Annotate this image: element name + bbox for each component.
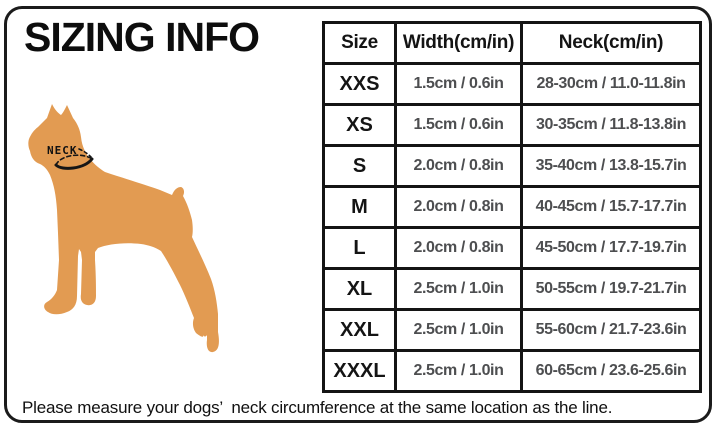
width-cell: 2.5cm / 1.0in: [396, 269, 522, 310]
size-cell: M: [324, 187, 396, 228]
neck-cell: 50-55cm / 19.7-21.7in: [522, 269, 701, 310]
neck-cell: 55-60cm / 21.7-23.6in: [522, 310, 701, 351]
table-header-row: [324, 23, 701, 64]
dog-neck-diagram: [26, 98, 226, 358]
size-cell: XL: [324, 269, 396, 310]
col-header-neck: Neck(cm/in): [522, 23, 701, 64]
neck-cell: 28-30cm / 11.0-11.8in: [522, 64, 701, 105]
size-cell: XS: [324, 105, 396, 146]
table-row: [324, 310, 701, 351]
dog-silhouette: [28, 104, 219, 352]
width-cell: 1.5cm / 0.6in: [396, 105, 522, 146]
size-cell: L: [324, 228, 396, 269]
col-header-size: Size: [324, 23, 396, 64]
col-header-width: Width(cm/in): [396, 23, 522, 64]
table-row: [324, 228, 701, 269]
table-row: [324, 187, 701, 228]
width-cell: 2.0cm / 0.8in: [396, 228, 522, 269]
table-row: [324, 64, 701, 105]
size-cell: XXXL: [324, 351, 396, 392]
table-row: [324, 146, 701, 187]
width-cell: 1.5cm / 0.6in: [396, 64, 522, 105]
neck-cell: 30-35cm / 11.8-13.8in: [522, 105, 701, 146]
size-cell: XXL: [324, 310, 396, 351]
measurement-instruction: Please measure your dogs’ neck circumference at the same location as the line.: [22, 398, 613, 417]
width-cell: 2.5cm / 1.0in: [396, 310, 522, 351]
neck-cell: 35-40cm / 13.8-15.7in: [522, 146, 701, 187]
page-title: SIZING INFO: [24, 14, 259, 60]
neck-cell: 60-65cm / 23.6-25.6in: [522, 351, 701, 392]
size-cell: XXS: [324, 64, 396, 105]
neck-cell: 45-50cm / 17.7-19.7in: [522, 228, 701, 269]
table-row: [324, 269, 701, 310]
width-cell: 2.5cm / 1.0in: [396, 351, 522, 392]
width-cell: 2.0cm / 0.8in: [396, 146, 522, 187]
size-cell: S: [324, 146, 396, 187]
table-row: [324, 105, 701, 146]
size-chart-table: [322, 21, 702, 393]
neck-label: NECK: [47, 144, 78, 157]
width-cell: 2.0cm / 0.8in: [396, 187, 522, 228]
neck-cell: 40-45cm / 15.7-17.7in: [522, 187, 701, 228]
table-row: [324, 351, 701, 392]
